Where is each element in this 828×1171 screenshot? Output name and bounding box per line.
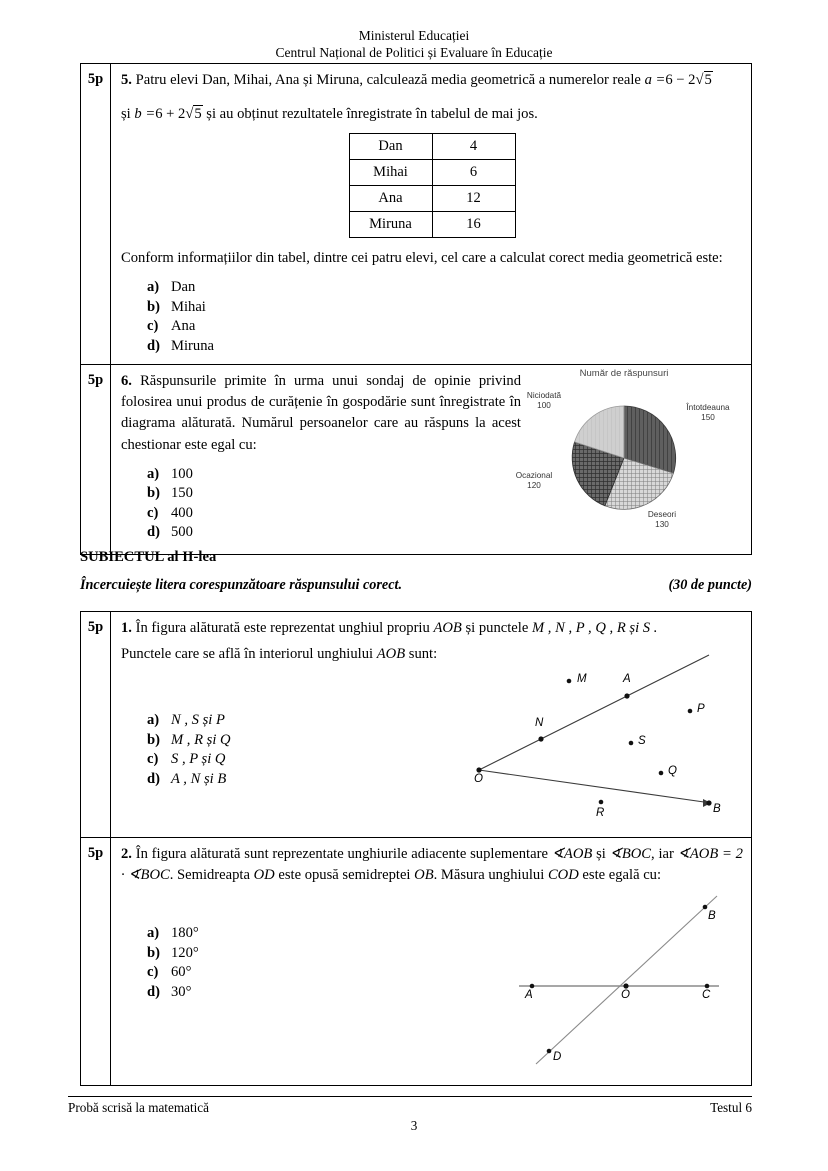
- student-value: 6: [432, 160, 515, 186]
- q1-points-list: M , N , P , Q , R și S .: [531, 620, 658, 636]
- option-letter: a): [147, 279, 160, 296]
- question-2-2-number: 2.: [121, 846, 132, 862]
- option-letter: d): [147, 770, 160, 787]
- ministry-line: Ministerul Educației: [358, 28, 470, 43]
- q1-text-c: Punctele care se află în interiorul unghiului: [121, 646, 374, 663]
- question-row-2-2: [81, 837, 751, 1085]
- option-text: N , S și P: [171, 712, 225, 729]
- label-P: P: [697, 703, 705, 715]
- option-letter: a): [147, 925, 160, 942]
- option-letter: c): [147, 318, 159, 335]
- angle-aob-figure: [441, 647, 741, 832]
- question-2-1-number: 1.: [121, 620, 132, 636]
- q1-text-b: și punctele: [465, 620, 529, 636]
- option-text: Dan: [171, 279, 196, 296]
- option-text: Mihai: [171, 298, 206, 315]
- points-6: 5p: [81, 365, 111, 554]
- q1-angle-aob: AOB: [433, 620, 462, 636]
- label-R: R: [596, 807, 605, 819]
- label-D: D: [553, 1051, 562, 1063]
- question-row-6: [81, 364, 751, 554]
- option-text: 120°: [171, 944, 199, 961]
- questions-table-part2: [80, 611, 752, 1086]
- questions-table-part1: [80, 63, 752, 555]
- question-6-body: [111, 365, 751, 554]
- student-value: 12: [432, 186, 515, 212]
- option-letter: a): [147, 465, 160, 482]
- table-row: [349, 212, 515, 238]
- option-letter: d): [147, 523, 160, 540]
- pie-label-deseori: Deseori 130: [647, 510, 677, 530]
- option-text: 30°: [171, 983, 192, 1000]
- student-name: Ana: [349, 186, 432, 212]
- option-letter: b): [147, 731, 160, 748]
- option-c[interactable]: [147, 317, 743, 336]
- question-5-text-1: Patru elevi Dan, Mihai, Ana și Miruna, calculează media geometrică a numerelor reale: [135, 72, 641, 88]
- label-M: M: [577, 673, 587, 685]
- points-2-1: 5p: [81, 612, 111, 837]
- pie-label-niciodata: Niciodată 100: [526, 391, 562, 411]
- option-letter: b): [147, 944, 160, 961]
- points-2-2: 5p: [81, 838, 111, 1085]
- question-5-text-2b: și au obținut rezultatele înregistrate în tabelul de mai jos.: [206, 106, 538, 123]
- footer: [68, 1100, 752, 1116]
- q2-text-f: este egală cu:: [582, 867, 662, 884]
- table-row: [349, 160, 515, 186]
- option-text: 500: [171, 523, 193, 540]
- q2-text-b: , iar: [651, 846, 674, 862]
- q1-angle-aob-2: AOB: [376, 646, 406, 663]
- q1-text-a: În figura alăturată este reprezentat unghiul propriu: [135, 620, 430, 636]
- center-line: Centrul Național de Politici și Evaluare în Educație: [275, 45, 553, 60]
- question-5-statement: [121, 70, 743, 91]
- pie-label-ocazional: Ocazional 120: [515, 471, 553, 491]
- question-2-1-statement: [121, 618, 743, 639]
- option-letter: c): [147, 751, 159, 768]
- label-O: O: [474, 773, 483, 785]
- question-2-2-statement: [121, 844, 743, 886]
- question-5-body: [111, 64, 751, 364]
- option-letter: b): [147, 485, 160, 502]
- formula-a: a =6 − 2√5: [645, 72, 713, 88]
- footer-divider: [68, 1096, 752, 1097]
- q1-text-d: sunt:: [408, 646, 438, 663]
- option-letter: c): [147, 964, 159, 981]
- angle-aob-svg: [441, 647, 741, 832]
- option-text: 100: [171, 465, 193, 482]
- footer-left: Probă scrisă la matematică: [68, 1100, 209, 1115]
- option-text: 400: [171, 504, 193, 521]
- option-text: Ana: [171, 318, 196, 335]
- q2-ray-ob: OB: [414, 867, 434, 884]
- q2-text-c: . Semidreapta: [169, 867, 250, 884]
- q2-angle-1: ∢AOB: [551, 846, 593, 862]
- question-6-text: Răspunsurile primite în urma unui sondaj de opinie privind folosirea unui produs de curățenie în gospodărie sunt înregistrate în diagrama alăturată. Numărul persoanelor care au răspuns la acest chestionar este egal cu:: [121, 373, 521, 453]
- pie-chart: [499, 365, 749, 537]
- label-A: A: [623, 673, 631, 685]
- q2-equation: ∢AOB = 2 · ∢BOC: [121, 846, 743, 884]
- q2-angle-cod: COD: [547, 867, 579, 884]
- question-2-2-body: [111, 838, 751, 1085]
- option-letter: d): [147, 983, 160, 1000]
- table-row: [349, 134, 515, 160]
- question-row-5: [81, 64, 751, 364]
- label-A: A: [525, 989, 533, 1001]
- label-O: O: [621, 989, 630, 1001]
- intersecting-lines-figure: [501, 888, 761, 1073]
- question-5-statement-3: Conform informațiilor din tabel, dintre cei patru elevi, cel care a calculat corect media geometrică este:: [121, 250, 723, 267]
- q2-ray-od: OD: [253, 867, 275, 884]
- instruction-points: (30 de puncte): [668, 577, 752, 593]
- q2-text-e: . Măsura unghiului: [433, 867, 545, 884]
- intersecting-lines-svg: [501, 888, 761, 1073]
- label-B: B: [713, 803, 721, 815]
- question-6-number: 6.: [121, 373, 132, 390]
- q2-conj: și: [596, 846, 606, 862]
- label-N: N: [535, 717, 544, 729]
- students-results-body: [349, 134, 515, 238]
- points-5: 5p: [81, 64, 111, 364]
- student-name: Mihai: [349, 160, 432, 186]
- question-5-statement-2: și b =6 + 2√5 și au obținut rezultatele înregistrate în tabelul de mai jos.: [121, 104, 743, 125]
- label-B: B: [708, 910, 716, 922]
- student-value: 16: [432, 212, 515, 238]
- q2-angle-2: ∢BOC: [609, 846, 652, 862]
- question-6-statement: [121, 371, 521, 456]
- table-row: [349, 186, 515, 212]
- page-number: 3: [410, 1118, 418, 1133]
- student-name: Dan: [349, 134, 432, 160]
- option-text: A , N și B: [171, 770, 227, 787]
- question-5-options: [147, 278, 743, 356]
- pie-label-intotdeauna: Întotdeauna 150: [686, 403, 730, 423]
- formula-b: b =6 + 2√5: [134, 106, 206, 122]
- option-b[interactable]: [147, 298, 743, 317]
- footer-right: Testul 6: [710, 1100, 752, 1115]
- label-Q: Q: [668, 765, 677, 777]
- option-letter: c): [147, 504, 159, 521]
- label-C: C: [702, 989, 711, 1001]
- student-value: 4: [432, 134, 515, 160]
- sqrt-a: √5: [695, 72, 712, 88]
- question-5-number: 5.: [121, 72, 132, 88]
- subject-2-heading: SUBIECTUL al II-lea: [80, 549, 217, 565]
- q2-text-d: este opusă semidreptei: [278, 867, 411, 884]
- option-text: 150: [171, 485, 193, 502]
- document-header: [0, 27, 828, 61]
- label-S: S: [638, 735, 646, 747]
- option-letter: a): [147, 712, 160, 729]
- option-text: S , P și Q: [171, 751, 226, 768]
- option-a[interactable]: [147, 278, 743, 297]
- subject-2-instruction-row: [80, 577, 752, 594]
- option-text: M , R și Q: [171, 731, 231, 748]
- option-text: Miruna: [171, 337, 214, 354]
- students-results-table: [349, 133, 516, 238]
- option-text: 60°: [171, 964, 192, 981]
- instruction-text: Încercuiește litera corespunzătoare răspunsului corect.: [80, 577, 402, 593]
- option-d[interactable]: [147, 337, 743, 356]
- student-name: Miruna: [349, 212, 432, 238]
- option-text: 180°: [171, 925, 199, 942]
- option-letter: b): [147, 298, 160, 315]
- question-2-1-body: [111, 612, 751, 837]
- chart-title: Număr de răspunsuri: [579, 368, 669, 380]
- question-row-2-1: [81, 612, 751, 837]
- option-letter: d): [147, 337, 160, 354]
- q2-text-a: În figura alăturată sunt reprezentate unghiurile adiacente suplementare: [135, 846, 548, 862]
- sqrt-b: √5: [185, 106, 202, 123]
